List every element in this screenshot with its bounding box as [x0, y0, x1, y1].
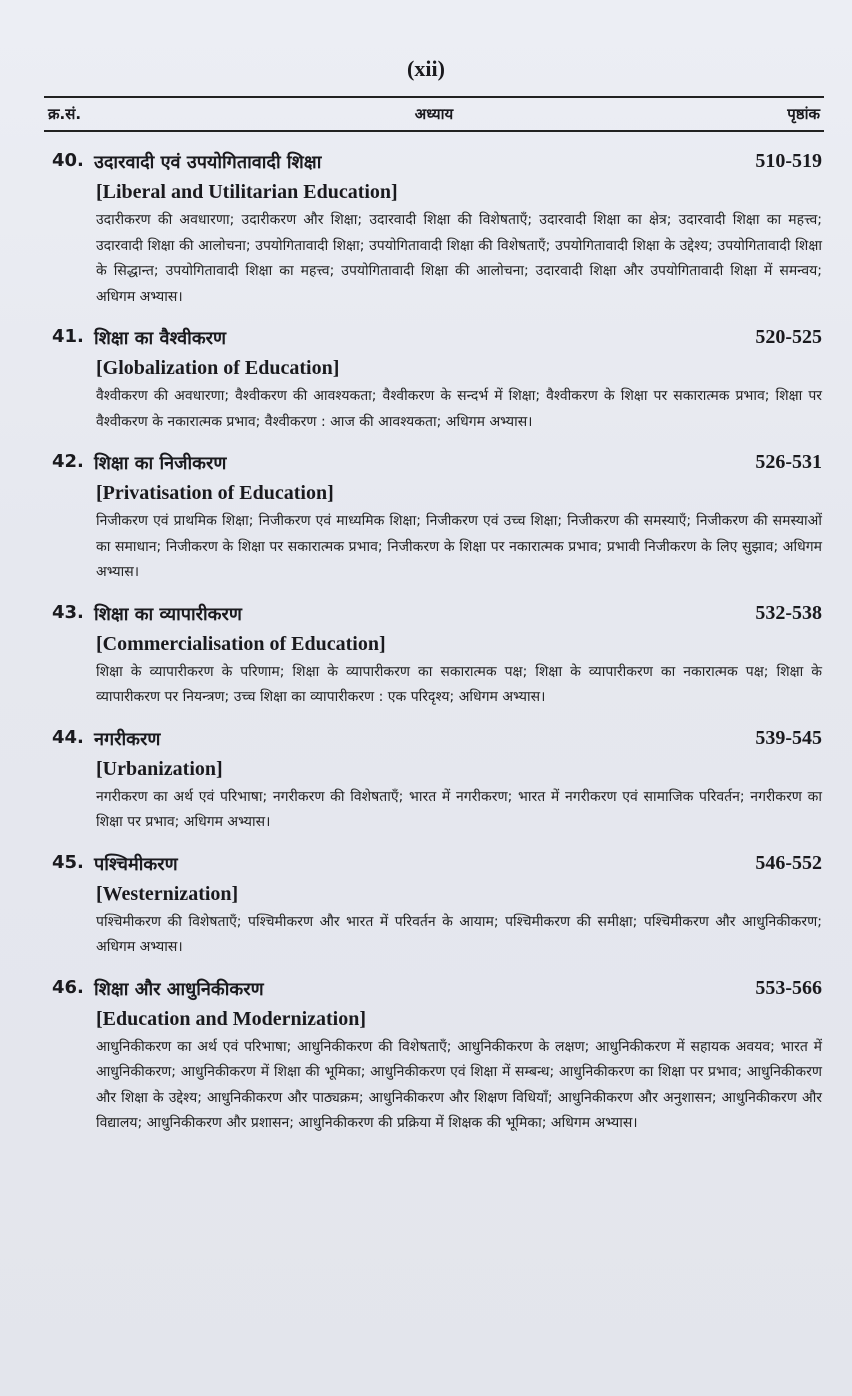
chapter-title-english: [Commercialisation of Education] [96, 632, 386, 655]
chapter-entry-41 [52, 324, 822, 435]
chapter-pages: 553-566 [755, 976, 822, 999]
header-page-number: पृष्ठांक [787, 105, 820, 123]
chapter-entry-45 [52, 850, 822, 961]
chapter-pages: 510-519 [755, 150, 822, 172]
chapter-description: शिक्षा के व्यापारीकरण के परिणाम; शिक्षा के व्यापारीकरण का सकारात्मक पक्ष; शिक्षा के व्यापारीकरण का नकारात्मक पक्ष; शिक्षा के व्यापारीकरण पर नियन्त्रण; उच्च शिक्षा का व्यापारीकरण : एक परिदृश्य; अधिगम अभ्यास। [96, 663, 822, 705]
table-header [44, 96, 824, 132]
chapter-title-english: [Globalization of Education] [96, 357, 340, 379]
chapter-description: नगरीकरण का अर्थ एवं परिभाषा; नगरीकरण की विशेषताएँ; भारत में नगरीकरण; भारत में नगरीकरण एवं सामाजिक परिवर्तन; नगरीकरण का शिक्षा पर प्रभाव; अधिगम अभ्यास। [96, 788, 822, 830]
chapter-entry-40 [52, 148, 822, 310]
chapter-number: 42. [52, 451, 84, 472]
chapter-entry-46 [52, 975, 822, 1137]
chapter-title-english: [Education and Modernization] [96, 1007, 367, 1030]
chapter-title-hindi: शिक्षा का व्यापारीकरण [94, 603, 242, 625]
chapter-entry-42 [52, 449, 822, 586]
chapter-number: 45. [52, 851, 84, 873]
chapter-description: निजीकरण एवं प्राथमिक शिक्षा; निजीकरण एवं माध्यमिक शिक्षा; निजीकरण एवं उच्च शिक्षा; निजीकरण की समस्याएँ; निजीकरण की समस्याओं का समाधान; निजीकरण के शिक्षा पर सकारात्मक प्रभाव; निजीकरण के शिक्षा पर नकारात्मक प्रभाव; प्रभावी निजीकरण के लिए सुझाव; अधिगम अभ्यास। [96, 513, 822, 580]
chapter-pages: 526-531 [755, 451, 822, 473]
chapter-title-hindi: शिक्षा का वैश्वीकरण [94, 328, 227, 349]
chapter-title-hindi: शिक्षा और आधुनिकीकरण [94, 978, 264, 1000]
chapter-title-english: [Westernization] [96, 882, 239, 905]
chapter-number: 41. [52, 326, 84, 347]
chapter-pages: 546-552 [755, 851, 822, 874]
chapter-description: आधुनिकीकरण का अर्थ एवं परिभाषा; आधुनिकीकरण की विशेषताएँ; आधुनिकीकरण के लक्षण; आधुनिकीकरण में सहायक अवयव; भारत में आधुनिकीकरण; आधुनिकीकरण में शिक्षा की भूमिका; आधुनिकीकरण एवं शिक्षा में सम्बन्ध; आधुनिकीकरण का शिक्षा पर प्रभाव; आधुनिकीकरण और शिक्षा के उद्देश्य; आधुनिकीकरण और पाठ्यक्रम; आधुनिकीकरण और शिक्षण विधियाँ; आधुनिकीकरण और अनुशासन; आधुनिकीकरण और विद्यालय; आधुनिकीकरण और प्रशासन; आधुनिकीकरण की प्रक्रिया में शिक्षक की भूमिका; अधिगम अभ्यास। [96, 1038, 822, 1131]
chapter-list [52, 148, 822, 1151]
chapter-title-english: [Urbanization] [96, 757, 223, 780]
chapter-number: 43. [52, 601, 84, 623]
chapter-description: उदारीकरण की अवधारणा; उदारीकरण और शिक्षा; उदारवादी शिक्षा की विशेषताएँ; उदारवादी शिक्षा का क्षेत्र; उदारवादी शिक्षा का महत्त्व; उदारवादी शिक्षा की आलोचना; उपयोगितावादी शिक्षा; उपयोगितावादी शिक्षा की विशेषताएँ; उपयोगितावादी शिक्षा के उद्देश्य; उपयोगितावादी शिक्षा के सिद्धान्त; उपयोगितावादी शिक्षा का महत्त्व; उपयोगितावादी शिक्षा की आलोचना; उदारवादी शिक्षा और उपयोगितावादी शिक्षा में समन्वय; अधिगम अभ्यास। [96, 212, 822, 305]
chapter-number: 44. [52, 726, 84, 748]
header-chapter: अध्याय [414, 105, 454, 123]
chapter-number: 46. [52, 976, 84, 998]
chapter-pages: 539-545 [755, 726, 822, 749]
chapter-title-hindi: नगरीकरण [94, 728, 161, 750]
chapter-title-english: [Privatisation of Education] [96, 482, 334, 504]
chapter-title-hindi: पश्चिमीकरण [94, 853, 178, 875]
header-serial-number: क्र.सं. [48, 105, 82, 123]
chapter-description: पश्चिमीकरण की विशेषताएँ; पश्चिमीकरण और भारत में परिवर्तन के आयाम; पश्चिमीकरण की समीक्षा; पश्चिमीकरण और आधुनिकीकरण; अधिगम अभ्यास। [96, 913, 822, 955]
chapter-pages: 520-525 [755, 326, 822, 348]
chapter-description: वैश्वीकरण की अवधारणा; वैश्वीकरण की आवश्यकता; वैश्वीकरण के सन्दर्भ में शिक्षा; वैश्वीकरण के शिक्षा पर सकारात्मक प्रभाव; शिक्षा पर वैश्वीकरण के नकारात्मक प्रभाव; वैश्वीकरण : आज की आवश्यकता; अधिगम अभ्यास। [96, 388, 822, 430]
chapter-entry-43 [52, 600, 822, 711]
chapter-title-english: [Liberal and Utilitarian Education] [96, 181, 398, 203]
page-number: (xii) [407, 56, 445, 81]
chapter-pages: 532-538 [755, 601, 822, 624]
chapter-entry-44 [52, 725, 822, 836]
chapter-title-hindi: उदारवादी एवं उपयोगितावादी शिक्षा [94, 152, 322, 173]
chapter-number: 40. [52, 150, 84, 171]
chapter-title-hindi: शिक्षा का निजीकरण [94, 453, 227, 474]
